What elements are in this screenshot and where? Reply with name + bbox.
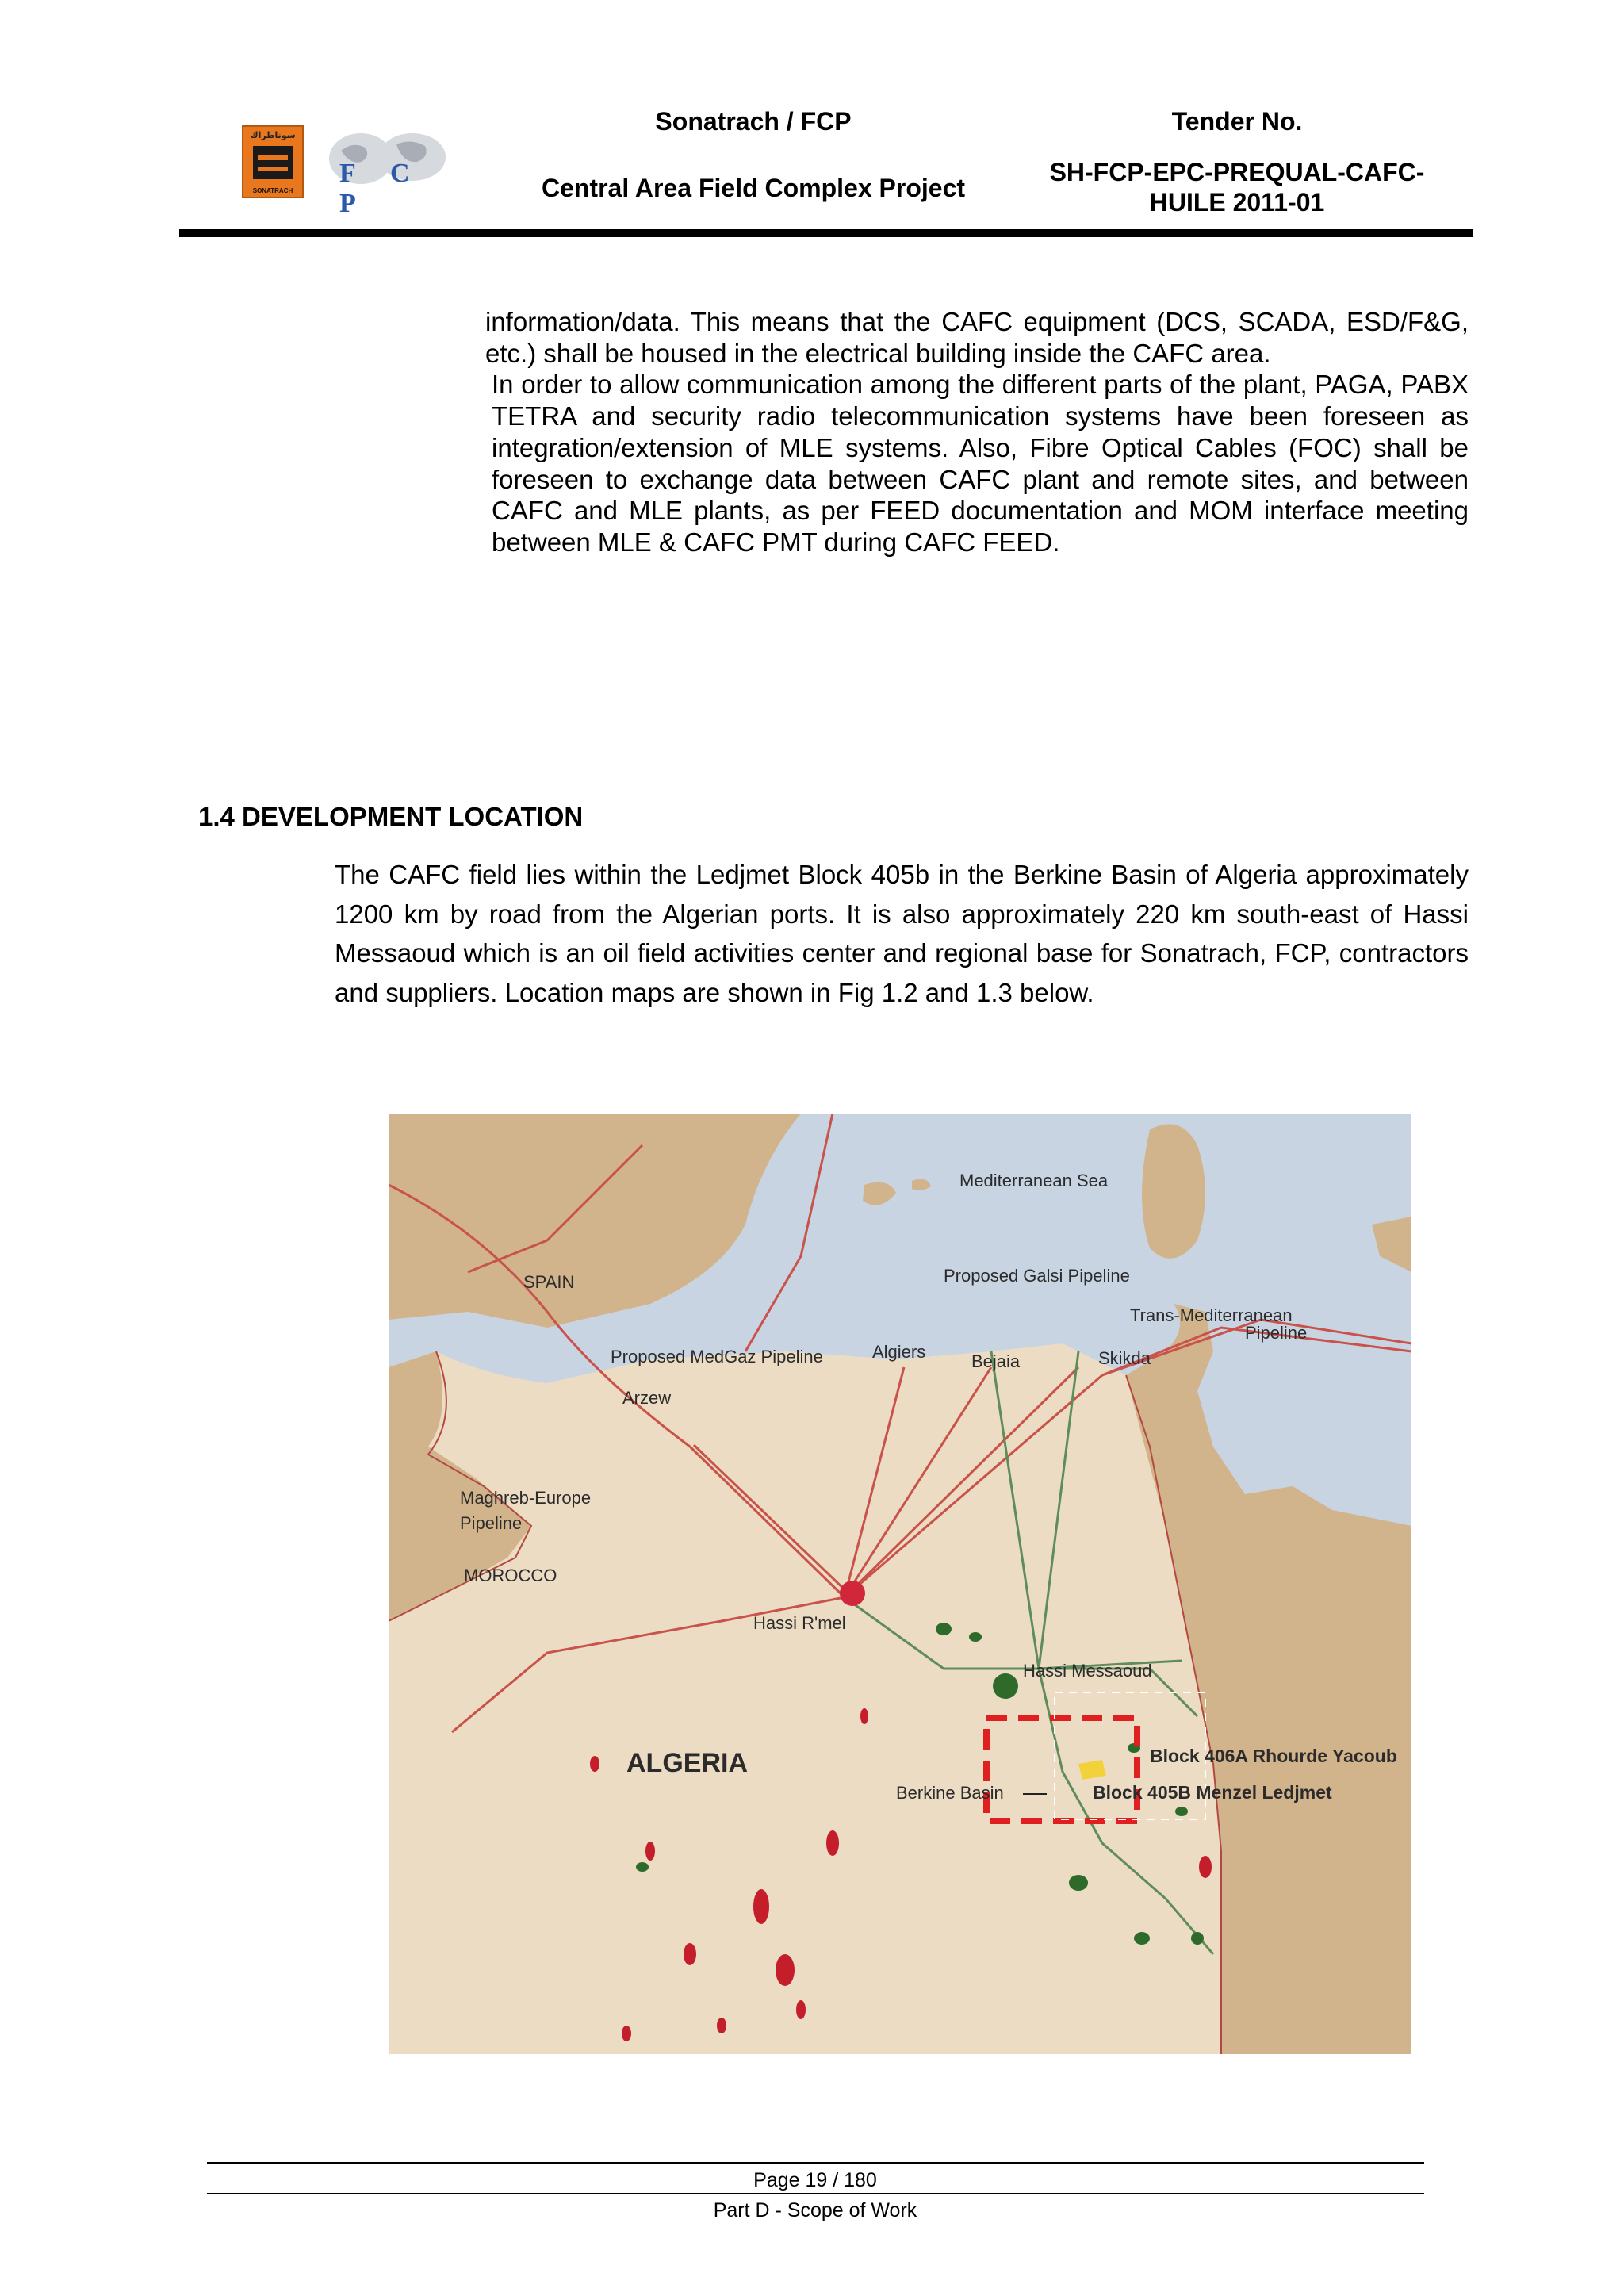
map-label-hassi-rmel: Hassi R'mel xyxy=(753,1613,846,1633)
field-green xyxy=(636,1862,649,1872)
footer-page-number: Page 19 / 180 xyxy=(753,2169,877,2191)
map-label-morocco: MOROCCO xyxy=(464,1566,557,1585)
map-label-algiers: Algiers xyxy=(872,1342,926,1362)
map-label-medgaz: Proposed MedGaz Pipeline xyxy=(611,1347,823,1366)
header-tender-label: Tender No. xyxy=(1171,107,1303,136)
map-label-block406a: Block 406A Rhourde Yacoub xyxy=(1150,1746,1397,1766)
fcp-logo xyxy=(325,127,452,218)
field-red xyxy=(1199,1856,1212,1878)
field-green xyxy=(1069,1875,1088,1891)
field-red xyxy=(590,1756,599,1772)
header-project: Central Area Field Complex Project xyxy=(541,174,966,202)
header-company: Sonatrach / FCP xyxy=(655,107,852,136)
paragraph-line-communication: In order to allow communication among the different parts of the plant, PAGA, PABX TETRA and security radio telecommunication systems have been foreseen as integration/extension of MLE systems. Also, Fibre Optical Cables (FOC) shall be foreseen to exchange data between CAFC plant and remote sites, and between CAFC and MLE plants, as per FEED documentation and MOM interface meeting between MLE & CAFC PMT during CAFC FEED. xyxy=(492,370,1469,557)
field-red xyxy=(645,1842,655,1861)
location-map-svg xyxy=(389,1114,1411,2054)
map-label-sea: Mediterranean Sea xyxy=(959,1171,1109,1190)
section-heading: 1.4 DEVELOPMENT LOCATION xyxy=(198,802,584,831)
map-label-skikda: Skikda xyxy=(1098,1348,1151,1368)
map-land-sardinia xyxy=(1142,1124,1205,1259)
map-hub-hassi-messaoud xyxy=(993,1673,1018,1699)
footer-part: Part D - Scope of Work xyxy=(713,2199,917,2221)
field-green xyxy=(1175,1807,1188,1816)
map-label-berkine: Berkine Basin xyxy=(896,1783,1004,1803)
field-green xyxy=(969,1632,982,1642)
field-red xyxy=(796,2000,806,2019)
map-label-maghreb-1: Maghreb-Europe xyxy=(460,1488,592,1508)
map-land-algeria xyxy=(389,1343,1221,2054)
map-label-transmed-2: Pipeline xyxy=(1245,1323,1308,1343)
map-label-arzew: Arzew xyxy=(622,1388,672,1408)
field-red xyxy=(826,1830,839,1856)
field-red xyxy=(684,1943,696,1965)
header-tender-number-line2: HUILE 2011-01 xyxy=(1149,188,1325,217)
map-label-maghreb-2: Pipeline xyxy=(460,1513,523,1533)
field-red xyxy=(717,2018,726,2033)
map-label-galsi: Proposed Galsi Pipeline xyxy=(944,1266,1130,1286)
fcp-logo-letters: F C P xyxy=(339,159,424,218)
paragraph-communication xyxy=(485,306,1469,558)
sonatrach-logo-arabic: سوناطراك xyxy=(250,131,296,140)
sonatrach-logo-mark xyxy=(253,146,293,179)
map-label-transmed-1: Trans-Mediterranean xyxy=(1130,1305,1293,1325)
map-label-bejaia: Bejaia xyxy=(971,1351,1021,1371)
footer-rule-bottom xyxy=(207,2193,1424,2194)
footer-rule-top xyxy=(207,2162,1424,2164)
map-label-spain: SPAIN xyxy=(523,1272,575,1292)
field-green xyxy=(1134,1932,1150,1945)
field-red xyxy=(753,1889,769,1924)
header-tender-number-line1: SH-FCP-EPC-PREQUAL-CAFC- xyxy=(1049,158,1425,186)
map-label-hassi-messaoud: Hassi Messaoud xyxy=(1023,1661,1152,1681)
map-label-algeria: ALGERIA xyxy=(626,1748,748,1778)
field-green xyxy=(1191,1932,1204,1945)
field-red xyxy=(776,1954,795,1986)
map-hub-hassi-rmel xyxy=(840,1581,865,1606)
field-red xyxy=(622,2026,631,2041)
location-map xyxy=(389,1114,1411,2054)
sonatrach-logo-name: SONATRACH xyxy=(252,187,293,194)
paragraph-location: The CAFC field lies within the Ledjmet Block 405b in the Berkine Basin of Algeria approximately 1200 km by road from the Algerian ports. It is also approximately 220 km south-east of Hassi Messaoud which is an oil field activities center and regional base for Sonatrach, FCP, contractors and suppliers. Location maps are shown in Fig 1.2 and 1.3 below. xyxy=(335,860,1469,1007)
sonatrach-logo xyxy=(242,125,304,198)
field-red xyxy=(860,1708,868,1724)
map-label-block405b: Block 405B Menzel Ledjmet xyxy=(1093,1782,1332,1803)
field-green xyxy=(936,1623,952,1635)
header-rule xyxy=(179,229,1473,237)
paragraph-line-data: information/data. This means that the CAFC equipment (DCS, SCADA, ESD/F&G, etc.) shall be housed in the electrical building inside the CAFC area. xyxy=(485,307,1469,368)
